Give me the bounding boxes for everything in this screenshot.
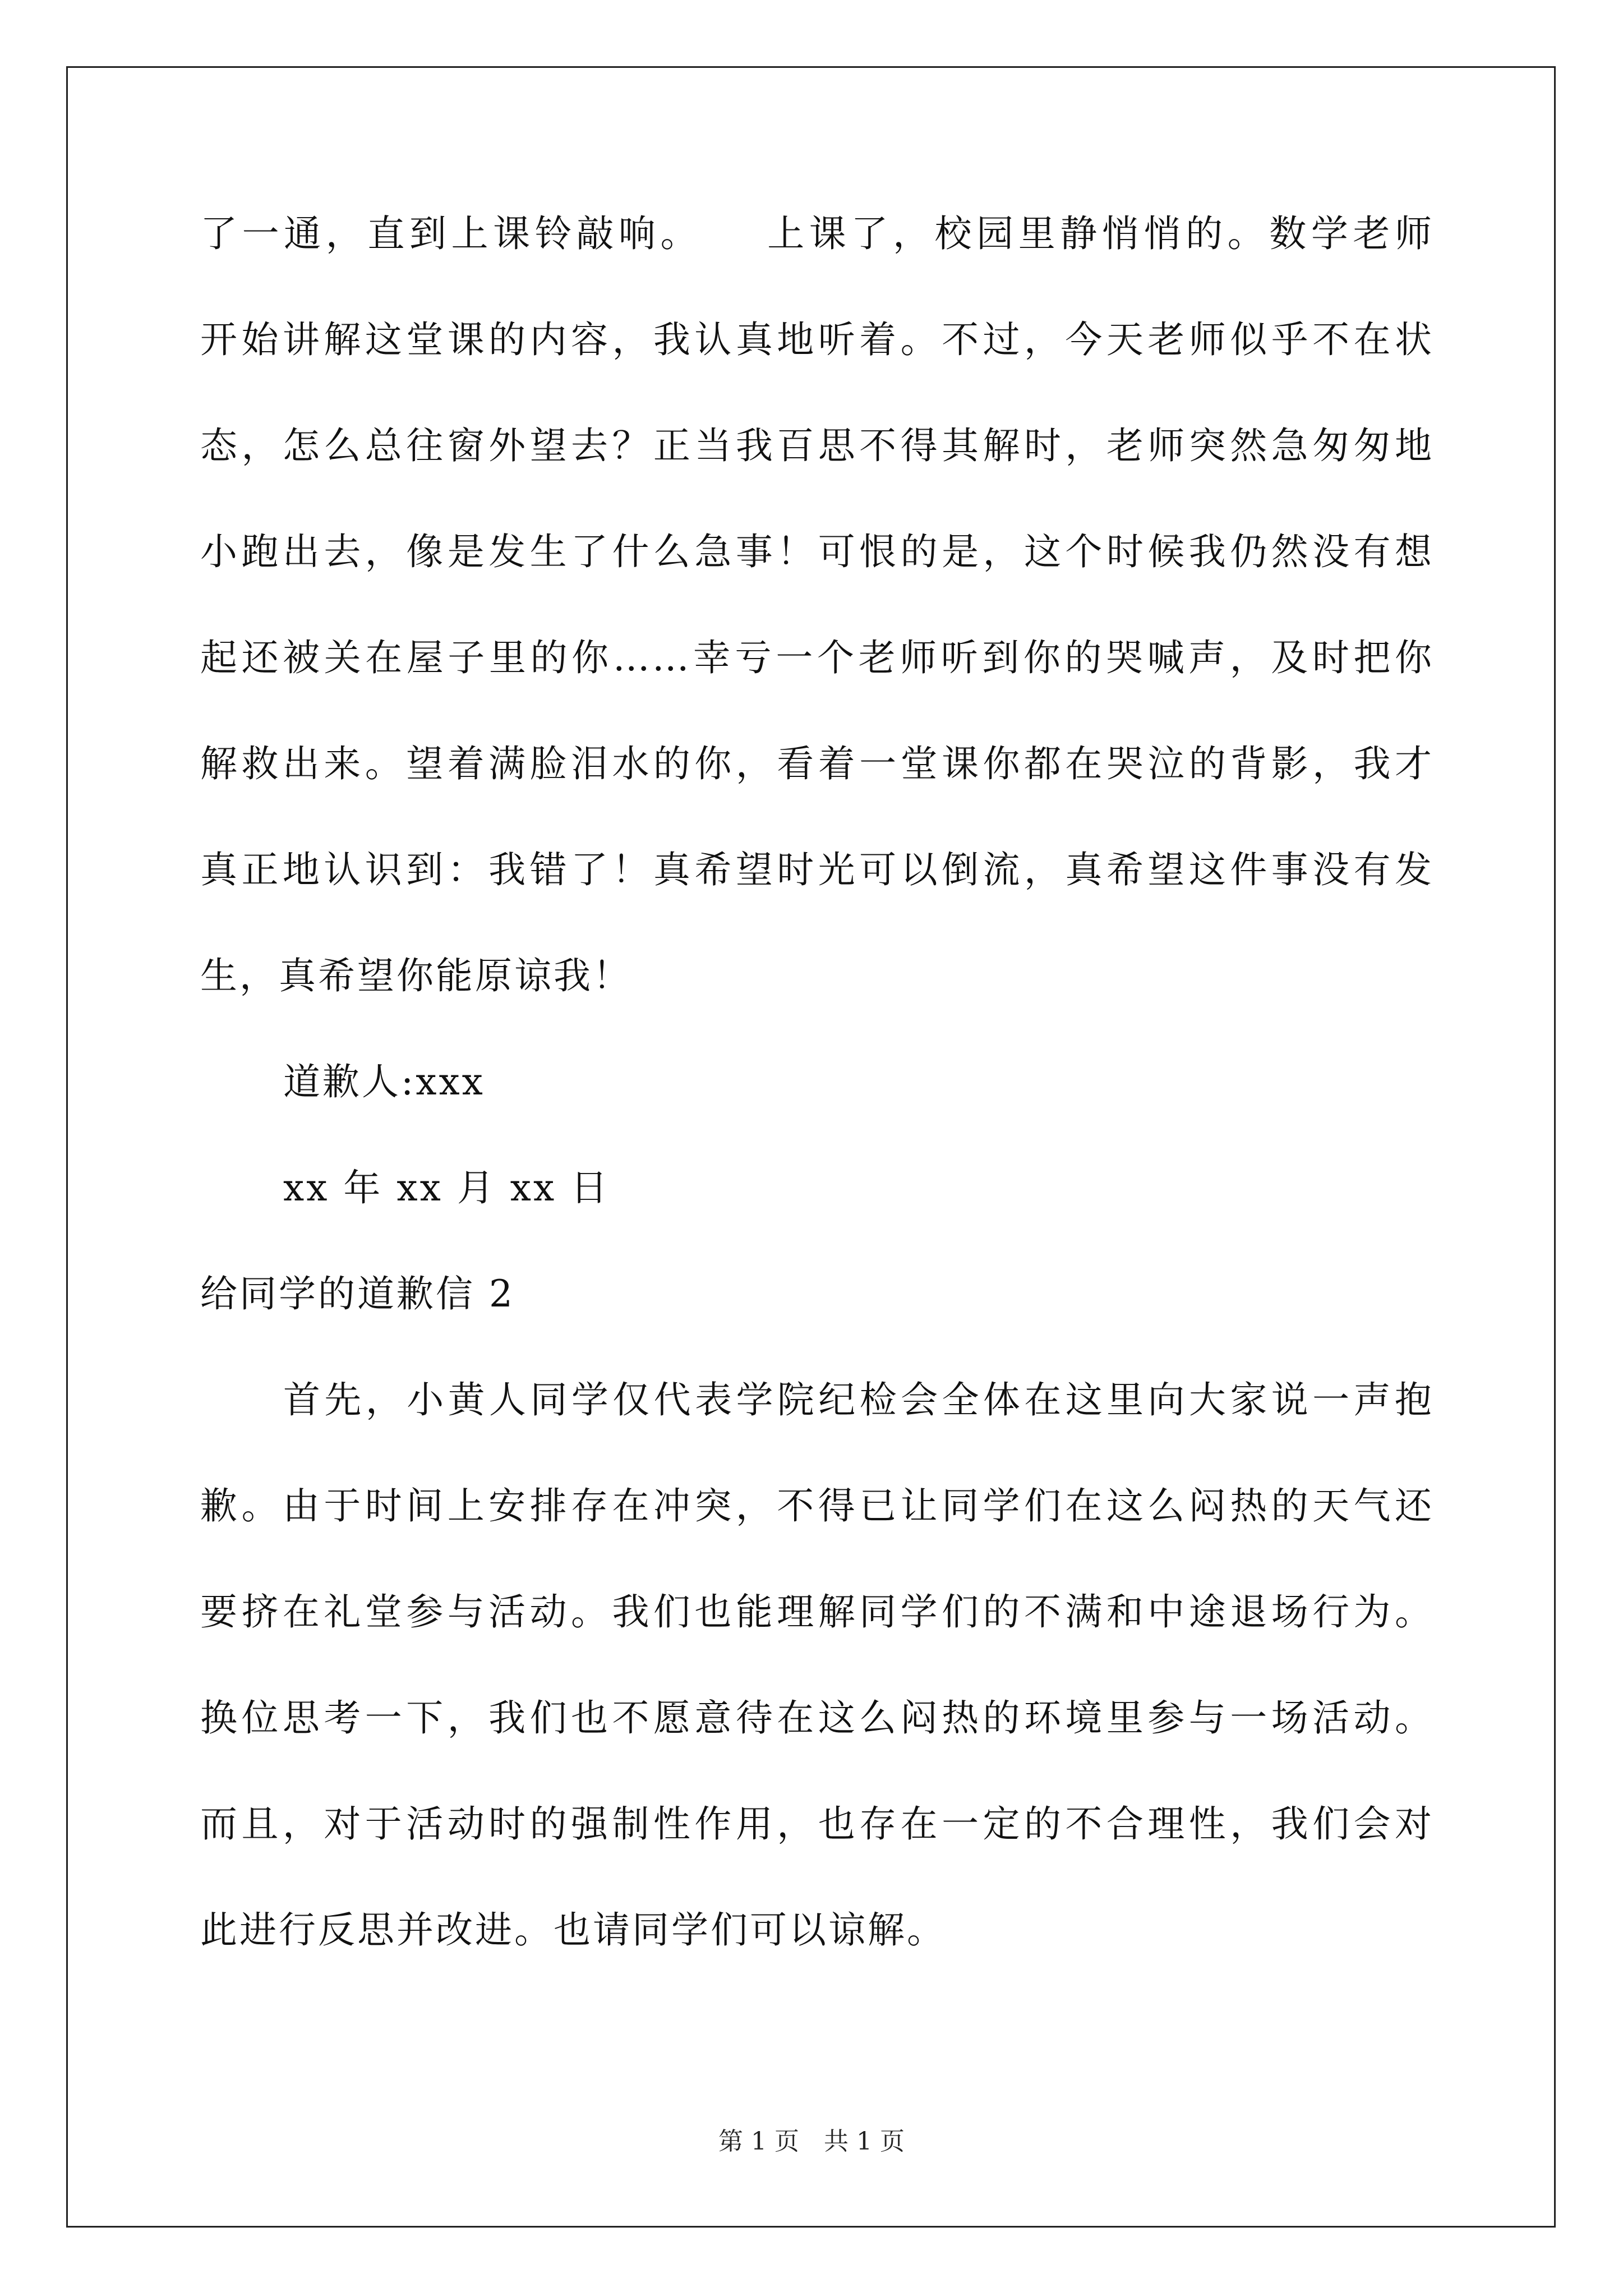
- paragraph-line: 小跑出去，像是发生了什么急事！可恨的是，这个时候我仍然没有想: [200, 530, 1434, 573]
- date-line: xx 年 xx 月 xx 日: [283, 1166, 610, 1209]
- paragraph-line: 生，真希望你能原谅我！: [200, 954, 632, 997]
- paragraph-line: 真正地认识到：我错了！真希望时光可以倒流，真希望这件事没有发: [200, 848, 1434, 891]
- paragraph-line: 了一通，直到上课铃敲响。 上课了，校园里静悄悄的。数学老师: [200, 212, 1434, 255]
- page-footer: [0, 2125, 1623, 2159]
- document-body: [200, 208, 1434, 2010]
- paragraph-line: 起还被关在屋子里的你……幸亏一个老师听到你的哭喊声，及时把你: [200, 636, 1434, 679]
- paragraph-line: 而且，对于活动时的强制性作用，也存在一定的不合理性，我们会对: [200, 1802, 1434, 1846]
- paragraph-line: 此进行反思并改进。也请同学们可以谅解。: [200, 1908, 946, 1952]
- paragraph-line: 要挤在礼堂参与活动。我们也能理解同学们的不满和中途退场行为。: [200, 1590, 1434, 1634]
- signature-line: 道歉人:xxx: [283, 1060, 485, 1103]
- paragraph-line: 解救出来。望着满脸泪水的你，看着一堂课你都在哭泣的背影，我才: [200, 742, 1434, 785]
- section-heading: 给同学的道歉信 2: [200, 1272, 515, 1315]
- page-number: 第 1 页: [718, 2127, 799, 2156]
- paragraph-line: 首先，小黄人同学仅代表学院纪检会全体在这里向大家说一声抱: [283, 1378, 1434, 1421]
- page-total: 共 1 页: [824, 2127, 905, 2156]
- paragraph-line: 开始讲解这堂课的内容，我认真地听着。不过，今天老师似乎不在状: [200, 318, 1434, 361]
- paragraph-line: 态，怎么总往窗外望去？正当我百思不得其解时，老师突然急匆匆地: [200, 424, 1434, 467]
- paragraph-line: 歉。由于时间上安排存在冲突，不得已让同学们在这么闷热的天气还: [200, 1484, 1434, 1527]
- paragraph-line: 换位思考一下，我们也不愿意待在这么闷热的环境里参与一场活动。: [200, 1696, 1434, 1740]
